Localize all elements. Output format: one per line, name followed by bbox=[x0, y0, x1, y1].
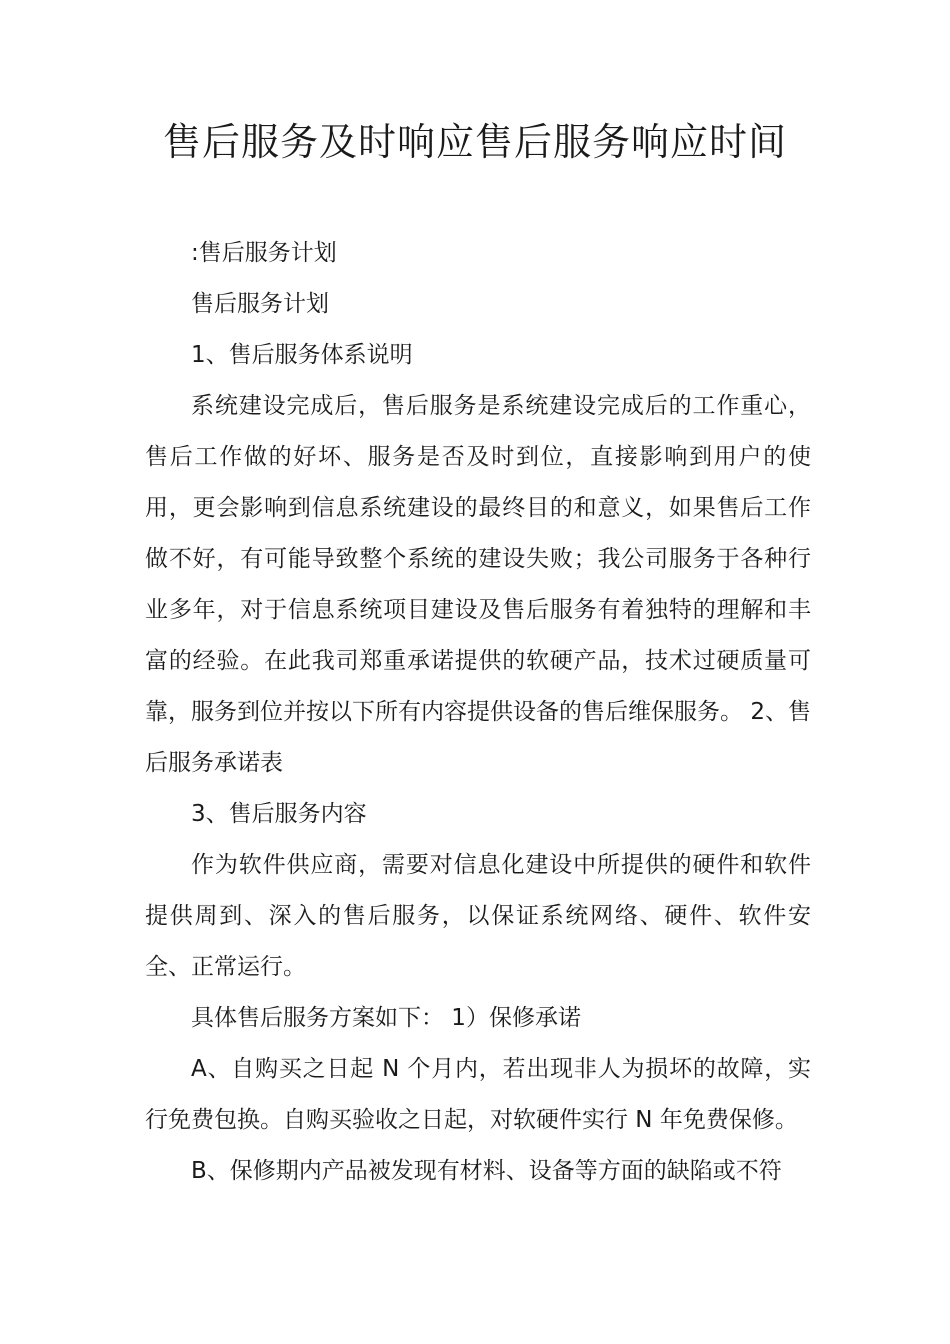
paragraph-item-a: A、自购买之日起 N 个月内，若出现非人为损坏的故障，实行免费包换。自购买验收之日起，对软硬件实行 N 年免费保修。 bbox=[145, 1056, 811, 1133]
paragraph-heading-3: 3、售后服务内容 bbox=[191, 801, 367, 827]
paragraph-service-content: 作为软件供应商，需要对信息化建设中所提供的硬件和软件提供周到、深入的售后服务，以保证系统网络、硬件、软件安全、正常运行。 bbox=[145, 852, 811, 980]
document-title: 售后服务及时响应售后服务响应时间 bbox=[162, 120, 787, 164]
paragraph-heading-1: 1、售后服务体系说明 bbox=[191, 342, 413, 368]
paragraph-item-b: B、保修期内产品被发现有材料、设备等方面的缺陷或不符 bbox=[191, 1158, 782, 1184]
paragraph-plan-intro: 具体售后服务方案如下： 1）保修承诺 bbox=[191, 1005, 581, 1031]
document-body bbox=[145, 228, 811, 1197]
paragraph-section-label: :售后服务计划 bbox=[191, 240, 337, 266]
paragraph-system-description: 系统建设完成后，售后服务是系统建设完成后的工作重心，售后工作做的好坏、服务是否及时到位，直接影响到用户的使用，更会影响到信息系统建设的最终目的和意义，如果售后工作做不好，有可能导致整个系统的建设失败；我公司服务于各种行业多年，对于信息系统项目建设及售后服务有着独特的理解和丰富的经验。在此我司郑重承诺提供的软硬产品，技术过硬质量可靠，服务到位并按以下所有内容提供设备的售后维保服务。 2、售后服务承诺表 bbox=[145, 393, 811, 776]
paragraph-section-heading: 售后服务计划 bbox=[191, 291, 329, 317]
